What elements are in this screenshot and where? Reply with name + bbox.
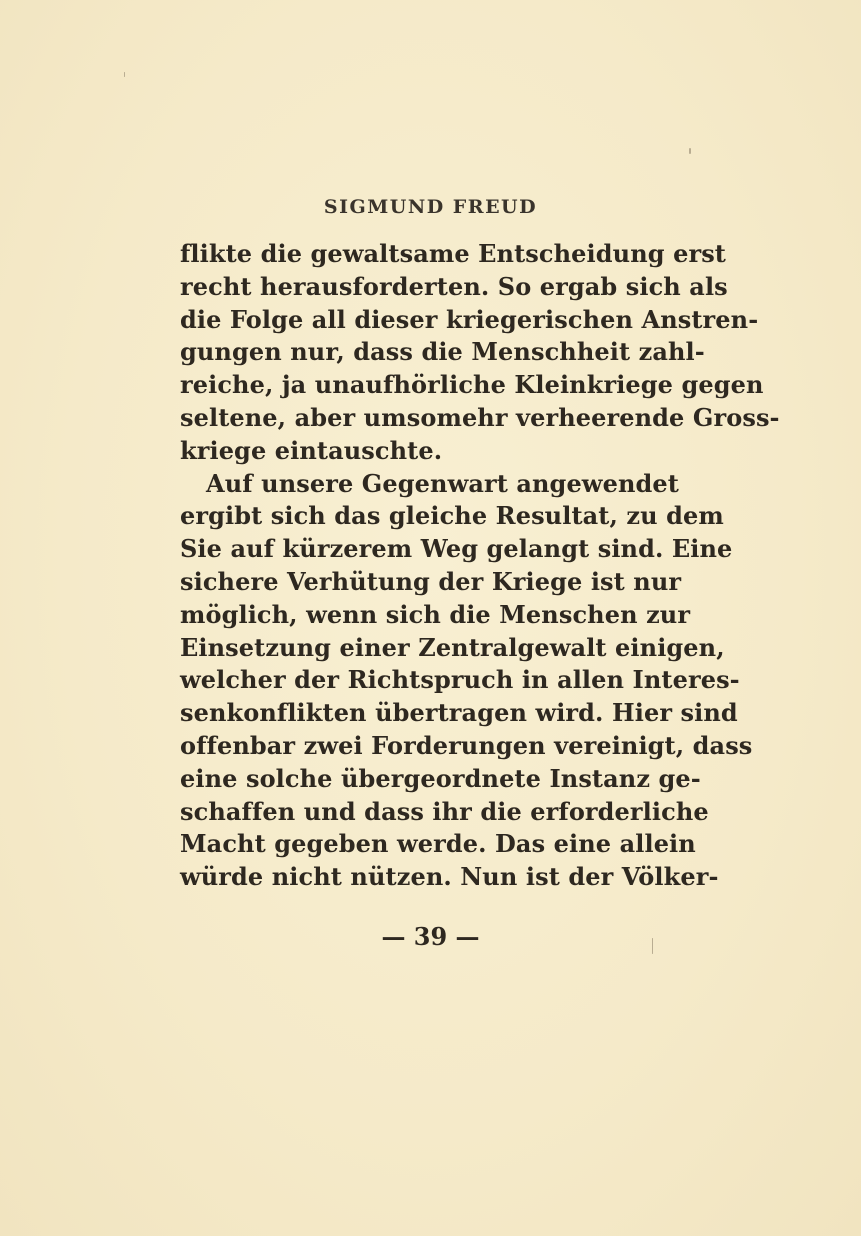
text-line: schaffen und dass ihr die erforderliche bbox=[180, 796, 709, 826]
text-line: möglich, wenn sich die Menschen zur bbox=[180, 599, 691, 629]
text-line: recht herausforderten. So ergab sich als bbox=[180, 271, 728, 301]
text-line: flikte die gewaltsame Entscheidung erst bbox=[180, 239, 726, 268]
text-line: Auf unsere Gegenwart angewendet bbox=[206, 468, 679, 498]
running-head: SIGMUND FREUD bbox=[323, 196, 538, 218]
text-line: ergibt sich das gleiche Resultat, zu dem bbox=[180, 501, 724, 531]
paper-speck bbox=[652, 938, 653, 954]
paper-speck bbox=[124, 72, 125, 77]
text-line: eine solche übergeordnete Instanz ge- bbox=[180, 763, 701, 793]
text-line: die Folge all dieser kriegerischen Anstren- bbox=[180, 304, 759, 334]
page-number: — 39 — bbox=[381, 922, 480, 951]
text-line: kriege eintauschte. bbox=[180, 435, 443, 465]
paragraph-1 bbox=[180, 238, 780, 468]
paper-speck bbox=[689, 148, 691, 154]
body-text bbox=[180, 238, 780, 894]
text-line: reiche, ja unaufhörliche Kleinkriege gegen bbox=[180, 370, 764, 400]
text-line: seltene, aber umsomehr verheerende Gross- bbox=[180, 402, 780, 432]
text-line: offenbar zwei Forderungen vereinigt, dass bbox=[180, 730, 753, 760]
text-line: senkonflikten übertragen wird. Hier sind bbox=[180, 698, 738, 728]
text-line: Einsetzung einer Zentralgewalt einigen, bbox=[180, 632, 725, 662]
text-line: welcher der Richtspruch in allen Interes- bbox=[180, 665, 740, 695]
text-line: sichere Verhütung der Kriege ist nur bbox=[180, 566, 682, 596]
text-line: Macht gegeben werde. Das eine allein bbox=[180, 829, 696, 859]
text-line: würde nicht nützen. Nun ist der Völker- bbox=[180, 862, 719, 892]
text-line: gungen nur, dass die Menschheit zahl- bbox=[180, 337, 705, 367]
text-line: Sie auf kürzerem Weg gelangt sind. Eine bbox=[180, 534, 733, 564]
paragraph-2 bbox=[180, 468, 753, 894]
